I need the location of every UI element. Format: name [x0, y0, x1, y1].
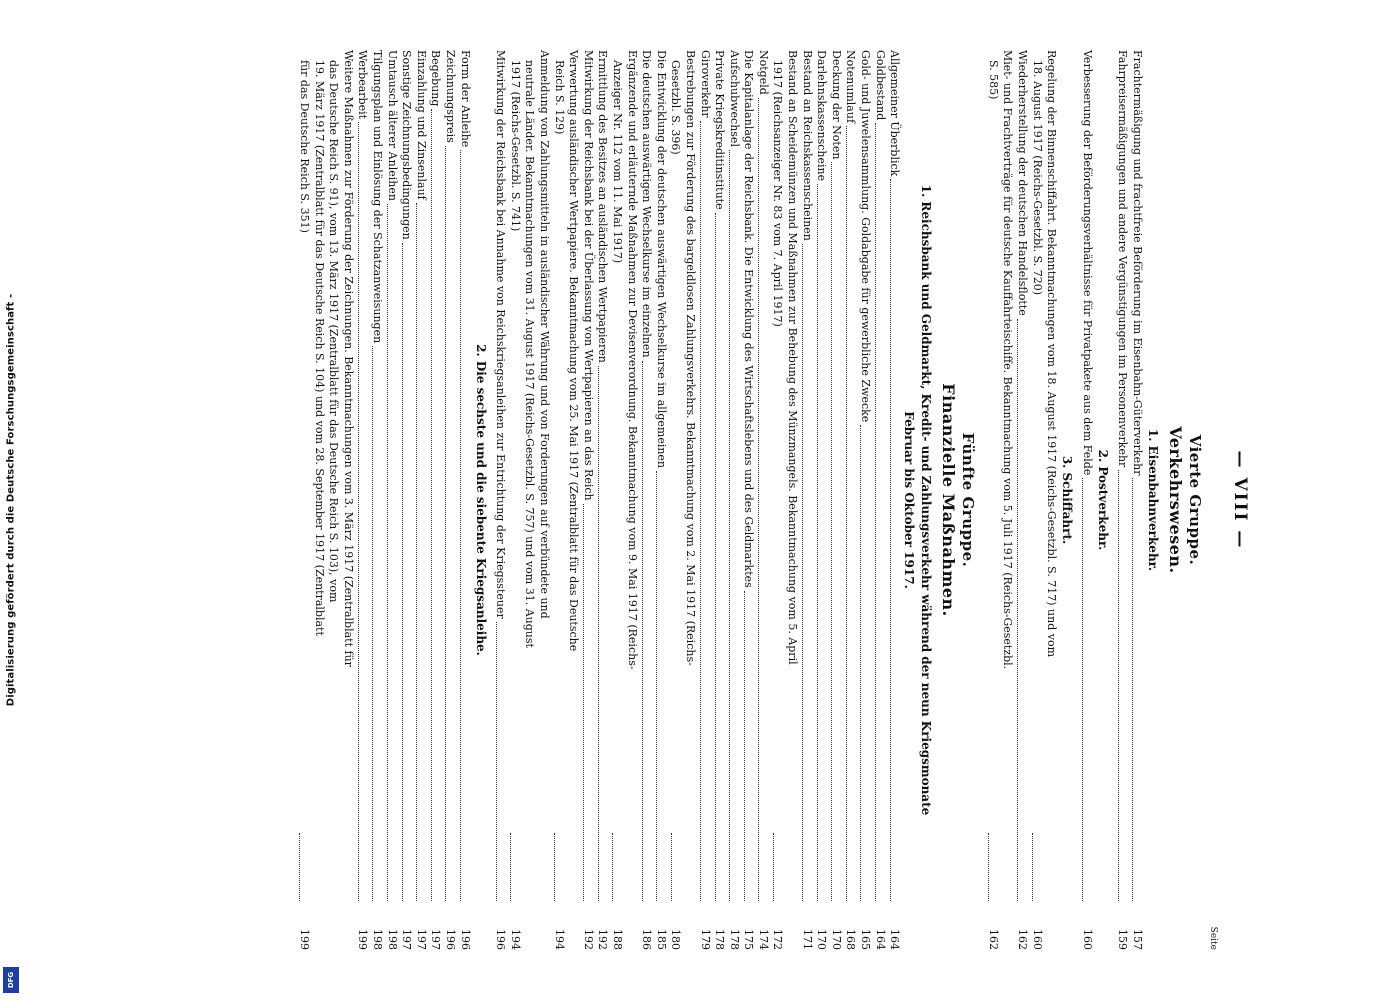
- leader-dots: [890, 179, 892, 901]
- entry-text: Sonstige Zeichnungsbedingungen: [400, 50, 414, 240]
- toc-entry: [770, 50, 799, 950]
- toc-entry: [355, 50, 370, 950]
- entry-page-number: 199: [298, 929, 312, 950]
- group-heading: Vierte Gruppe.: [1186, 434, 1204, 566]
- toc-entry: [985, 50, 1014, 950]
- leader-dots: [583, 504, 585, 901]
- leader-dots: [715, 213, 717, 901]
- entry-text: Private Kriegskreditinstitute: [713, 50, 727, 210]
- entry-text: Umtausch älterer Anleihen: [385, 50, 399, 201]
- entry-text-continued: 1917 (Reichs-Gesetzbl. S. 741): [508, 60, 522, 232]
- entry-page-number: 164: [888, 929, 902, 950]
- entry-text: Wiederherstellung der deutschen Handelsflotte: [1016, 50, 1030, 316]
- toc-entry: [799, 50, 814, 950]
- entry-text-block: [507, 50, 551, 830]
- entry-text: Einzahlung und Zinsenlauf: [414, 50, 428, 200]
- entry-page-number: 178: [713, 929, 727, 950]
- entry-page-number: 160: [1030, 929, 1044, 950]
- entry-text-block: [741, 50, 756, 588]
- toc-entry: [457, 50, 472, 950]
- toc-entry: [639, 50, 654, 950]
- leader-dots: [1032, 833, 1034, 901]
- entry-text-block: [369, 50, 384, 343]
- toc-entry: [741, 50, 756, 950]
- leader-dots: [642, 361, 644, 901]
- leader-dots: [1118, 470, 1120, 901]
- entry-text-block: [428, 50, 443, 106]
- entry-text-block: [1129, 50, 1144, 475]
- entry-page-number: 197: [414, 929, 428, 950]
- entry-text-block: [770, 50, 799, 830]
- leader-dots: [445, 146, 447, 901]
- section-heading: 1. Reichsbank und Geldmarkt, Kredit- und Zahlungsverkehr während der neun Kriegsmonate: [919, 184, 934, 816]
- section-subheading: Februar bis Oktober 1917.: [902, 411, 917, 589]
- entry-page-number: 171: [800, 929, 814, 950]
- entry-page-number: 179: [698, 929, 712, 950]
- entry-text: Notgeld: [756, 50, 770, 95]
- entry-text-continued: 18. August 1917 (Reichs-Gesetzbl. S. 720): [1030, 60, 1044, 296]
- entry-text: Begebung: [429, 50, 443, 107]
- entry-text: Gold- und Juwelensammlung. Goldabgabe für gewerbliche Zwecke: [859, 50, 873, 423]
- toc-entry: [413, 50, 428, 950]
- entry-text-continued: 1917 (Reichsanzeiger Nr. 83 vom 7. April 1917): [771, 60, 785, 327]
- toc-entry: [428, 50, 443, 950]
- entry-page-number: 192: [581, 929, 595, 950]
- leader-dots: [671, 833, 673, 901]
- entry-text: Deckung der Noten: [829, 50, 843, 160]
- leader-dots: [1132, 478, 1134, 901]
- leader-dots: [1082, 478, 1084, 901]
- entry-text: Zeichnungspreis: [444, 50, 458, 143]
- entry-page-number: 165: [859, 929, 873, 950]
- entry-text-block: [457, 50, 472, 147]
- section-heading: 3. Schiffahrt.: [1060, 455, 1075, 545]
- entry-text: Frachtermäßigung und frachtfreie Beförderung im Eisenbahn-Güterverkehr: [1131, 50, 1144, 476]
- entry-page-number: 192: [596, 929, 610, 950]
- entry-text-continued: Reich S. 129): [552, 60, 566, 135]
- entry-page-number: 162: [1016, 929, 1030, 950]
- entry-page-number: 157: [1131, 929, 1144, 950]
- toc-entry: [1115, 50, 1130, 950]
- entry-text-block: [1029, 50, 1058, 830]
- entry-text-block: [755, 50, 770, 95]
- entry-text-block: [726, 50, 741, 147]
- entry-text-block: [1014, 50, 1029, 316]
- entry-page-number: 194: [508, 929, 522, 950]
- leader-dots: [431, 109, 433, 901]
- leader-dots: [817, 184, 819, 901]
- toc-entry: [857, 50, 872, 950]
- entry-text: Die Entwicklung der deutschen auswärtigen Wechselkurse im allgemeinen: [654, 50, 668, 469]
- entry-page-number: 196: [494, 929, 508, 950]
- leader-dots: [700, 121, 702, 901]
- leader-dots: [460, 150, 462, 901]
- entry-text: Darlehnskassenscheine: [815, 50, 829, 182]
- toc-entry: [493, 50, 508, 950]
- entry-text-continued: Anzeiger Nr. 112 vom 11. Mai 1917): [610, 60, 624, 264]
- entry-page-number: 160: [1080, 929, 1094, 950]
- entry-page-number: 198: [371, 929, 385, 950]
- group-heading: Fünfte Gruppe.: [959, 432, 978, 568]
- entry-text: Tilgungsplan und Einlösung der Schatzanweisungen: [371, 50, 385, 344]
- toc-entry: [828, 50, 843, 950]
- leader-dots: [831, 162, 833, 901]
- entry-text-block: [580, 50, 595, 501]
- entry-text-block: [355, 50, 370, 119]
- entry-page-number: 159: [1116, 929, 1130, 950]
- entry-page-number: 172: [771, 929, 785, 950]
- toc-entry: [609, 50, 638, 950]
- toc-entry: [442, 50, 457, 950]
- leader-dots: [802, 244, 804, 901]
- leader-dots: [875, 123, 877, 901]
- leader-dots: [656, 471, 658, 901]
- entry-page-number: 180: [669, 929, 683, 950]
- entry-text-block: [843, 50, 858, 123]
- leader-dots: [598, 366, 600, 901]
- entry-page-number: 162: [986, 929, 1000, 950]
- entry-text: Miet- und Frachtverträge für deutsche Kauffahrteischiffe. Bekanntmachung vom 5. Juli 1917 (Reichs-Gesetzbl.: [1001, 50, 1015, 670]
- toc-entry: [712, 50, 727, 950]
- toc-entry: [297, 50, 355, 950]
- entry-text: Bestrebungen zur Förderung des bargeldlosen Zahlungsverkehrs. Bekanntmachung vom 2. Mai 1917 (Reichs-: [683, 50, 697, 666]
- entry-text-block: [857, 50, 872, 422]
- entry-page-number: 175: [742, 929, 756, 950]
- entry-text-block: [872, 50, 887, 120]
- toc-entry: [755, 50, 770, 950]
- entry-text: Fahrpreisermäßigungen und andere Vergünstigungen im Personenverkehr: [1116, 50, 1130, 468]
- entry-text-continued: neutrale Länder. Bekanntmachungen vom 31. August 1917 (Reichs-Gesetzbl. S. 757) und vom 31. August: [523, 60, 537, 648]
- entry-text-block: [413, 50, 428, 200]
- entry-text-block: [384, 50, 399, 201]
- entry-page-number: 197: [400, 929, 414, 950]
- toc-entry: [1029, 50, 1058, 950]
- toc-entry: [369, 50, 384, 950]
- entry-text-continued: Gesetzbl. S. 396): [669, 60, 683, 155]
- leader-dots: [846, 126, 848, 901]
- toc-entry: [814, 50, 829, 950]
- entry-text: Form der Anleihe: [458, 50, 472, 148]
- entry-text-continued: S. 585): [986, 60, 1000, 100]
- leader-dots: [402, 243, 404, 901]
- leader-dots: [496, 622, 498, 901]
- entry-page-number: 168: [844, 929, 858, 950]
- entry-text-block: [399, 50, 414, 240]
- seite-column-label: Seite: [1208, 926, 1218, 950]
- entry-page-number: 185: [654, 929, 668, 950]
- entry-text: Verwertung ausländischer Wertpapiere. Bekanntmachung vom 25. Mai 1917 (Zentralblatt für das Deutsche: [567, 50, 581, 652]
- entry-page-number: 188: [610, 929, 624, 950]
- entry-text: Notenumlauf: [844, 50, 858, 124]
- entry-page-number: 194: [552, 929, 566, 950]
- entry-text-continued: für das Deutsche Reich S. 351): [298, 60, 312, 233]
- entry-text: Anmeldung von Zahlungsmitteln in ausländischer Währung und von Forderungen auf verbündete und: [538, 50, 551, 619]
- entry-text-block: [668, 50, 697, 830]
- entry-text-continued: 19. März 1917 (Zentralblatt für das Deutsche Reich S. 104) und vom 28. September 1917 (Zentralblatt: [312, 60, 326, 636]
- entry-text-block: [712, 50, 727, 210]
- entry-text-block: [493, 50, 508, 619]
- toc-entry: [872, 50, 887, 950]
- entry-text: Ergänzende und erläuternde Maßnahmen zur Devisenverordnung. Bekanntmachung vom 9. Mai 1917 (Reichs-: [625, 50, 639, 670]
- leader-dots: [612, 833, 614, 901]
- entry-text: Mitwirkung der Reichsbank bei der Überlassung von Wertpapieren an das Reich: [581, 50, 595, 501]
- entry-text: Goldbestand: [873, 50, 887, 121]
- entry-page-number: 196: [444, 929, 458, 950]
- entry-text-block: [814, 50, 829, 181]
- entry-page-number: 186: [640, 929, 654, 950]
- entry-text: Bestand an Reichskassenscheinen: [800, 50, 814, 241]
- entry-page-number: 197: [429, 929, 443, 950]
- entry-text: Weitere Maßnahmen zur Förderung der Zeichnungen. Bekanntmachungen vom 3. März 1917 (Zentralblatt für: [341, 50, 355, 667]
- leader-dots: [387, 204, 389, 901]
- entry-text: Giroverkehr: [698, 50, 712, 118]
- dfg-logo: [3, 967, 19, 993]
- entry-text: Aufschubwechsel: [727, 50, 741, 147]
- toc-entry: [507, 50, 551, 950]
- entry-page-number: 174: [756, 929, 770, 950]
- section-heading: 1. Eisenbahnverkehr.: [1146, 428, 1160, 572]
- entry-text-block: [653, 50, 668, 468]
- entry-text-block: [1079, 50, 1094, 475]
- leader-dots: [744, 591, 746, 901]
- leader-dots: [988, 833, 990, 901]
- entry-text-block: [887, 50, 902, 176]
- toc-entry: [668, 50, 697, 950]
- entry-text: Die Kapitalanlage der Reichsbank. Die Entwicklung des Wirtschaftslebens und des Geldmarktes: [742, 50, 756, 588]
- leader-dots: [758, 98, 760, 901]
- entry-text: Bestand an Scheidemünzen und Maßnahmen zur Behebung des Münzmangels. Bekanntmachung vom 5. April: [786, 50, 800, 665]
- sidebar: [0, 0, 22, 1000]
- entry-text-block: [799, 50, 814, 241]
- toc-entry: [580, 50, 595, 950]
- entry-text-block: [639, 50, 654, 358]
- entry-text-block: [442, 50, 457, 143]
- entry-text-continued: das Deutsche Reich S. 91), vom 13. März 1917 (Zentralblatt für das Deutsche Reich S. 103), vom: [327, 60, 341, 603]
- leader-dots: [300, 833, 302, 901]
- leader-dots: [860, 425, 862, 901]
- dfg-logo-text: DFG: [7, 971, 15, 989]
- entry-text: Regelung der Binnenschiffahrt. Bekanntmachungen vom 18. August 1917 (Reichs-Gesetzbl. S. 717) und vom: [1045, 50, 1059, 658]
- section-heading: 2. Postverkehr.: [1095, 449, 1110, 551]
- toc-entry: [653, 50, 668, 950]
- entry-page-number: 199: [356, 929, 370, 950]
- toc-entry: [843, 50, 858, 950]
- entry-text-block: [551, 50, 580, 830]
- leader-dots: [773, 833, 775, 901]
- entry-page-number: 198: [385, 929, 399, 950]
- entry-text: Mitwirkung der Reichsbank bei Annahme von Reichskriegsanleihen zur Entrichtung der Kriegssteuer: [494, 50, 508, 619]
- toc-entry: [595, 50, 610, 950]
- toc-entry: [551, 50, 580, 950]
- group-spacer: [977, 50, 985, 950]
- entry-text: Allgemeiner Überblick: [888, 50, 902, 177]
- entry-text-block: [595, 50, 610, 363]
- entry-page-number: 196: [458, 929, 472, 950]
- toc-entry: [697, 50, 712, 950]
- table-of-contents: [297, 50, 1205, 950]
- entry-text: Ermittlung des Besitzes an ausländischen Wertpapieren: [596, 50, 610, 363]
- entry-text-block: [609, 50, 638, 830]
- entry-text-block: [697, 50, 712, 118]
- entry-text: Werbearbeit: [356, 50, 370, 120]
- toc-entry: [1079, 50, 1094, 950]
- entry-page-number: 178: [727, 929, 741, 950]
- leader-dots: [729, 150, 731, 901]
- entry-page-number: 164: [873, 929, 887, 950]
- entry-text-block: [985, 50, 1014, 830]
- group-subject: Finanzielle Maßnahmen.: [939, 383, 959, 617]
- page-number: — VIII —: [1230, 450, 1250, 550]
- leader-dots: [554, 833, 556, 901]
- toc-entry: [1129, 50, 1144, 950]
- section-heading: 2. Die sechste und die siebente Kriegsanleihe.: [473, 344, 488, 656]
- leader-dots: [1017, 319, 1019, 901]
- toc-entry: [384, 50, 399, 950]
- entry-text-block: [1115, 50, 1130, 467]
- toc-entry: [399, 50, 414, 950]
- page-header: [1208, 50, 1250, 950]
- leader-dots: [510, 833, 512, 901]
- scanned-page: [150, 50, 1250, 950]
- toc-entry: [887, 50, 902, 950]
- funding-notice: Digitalisierung gefördert durch die Deutsche Forschungsgemeinschaft -: [5, 293, 17, 707]
- entry-page-number: 170: [829, 929, 843, 950]
- toc-entry: [726, 50, 741, 950]
- leader-dots: [416, 203, 418, 901]
- entry-text-block: [828, 50, 843, 159]
- leader-dots: [372, 346, 374, 901]
- toc-entry: [1014, 50, 1029, 950]
- entry-text: Verbesserung der Beförderungsverhältnisse für Privatpakete aus dem Felde: [1080, 50, 1094, 476]
- entry-text: Die deutschen auswärtigen Wechselkurse im einzelnen: [640, 50, 654, 358]
- entry-text-block: [297, 50, 355, 830]
- leader-dots: [358, 122, 360, 901]
- entry-page-number: 170: [815, 929, 829, 950]
- group-subject: Verkehrswesen.: [1166, 426, 1185, 574]
